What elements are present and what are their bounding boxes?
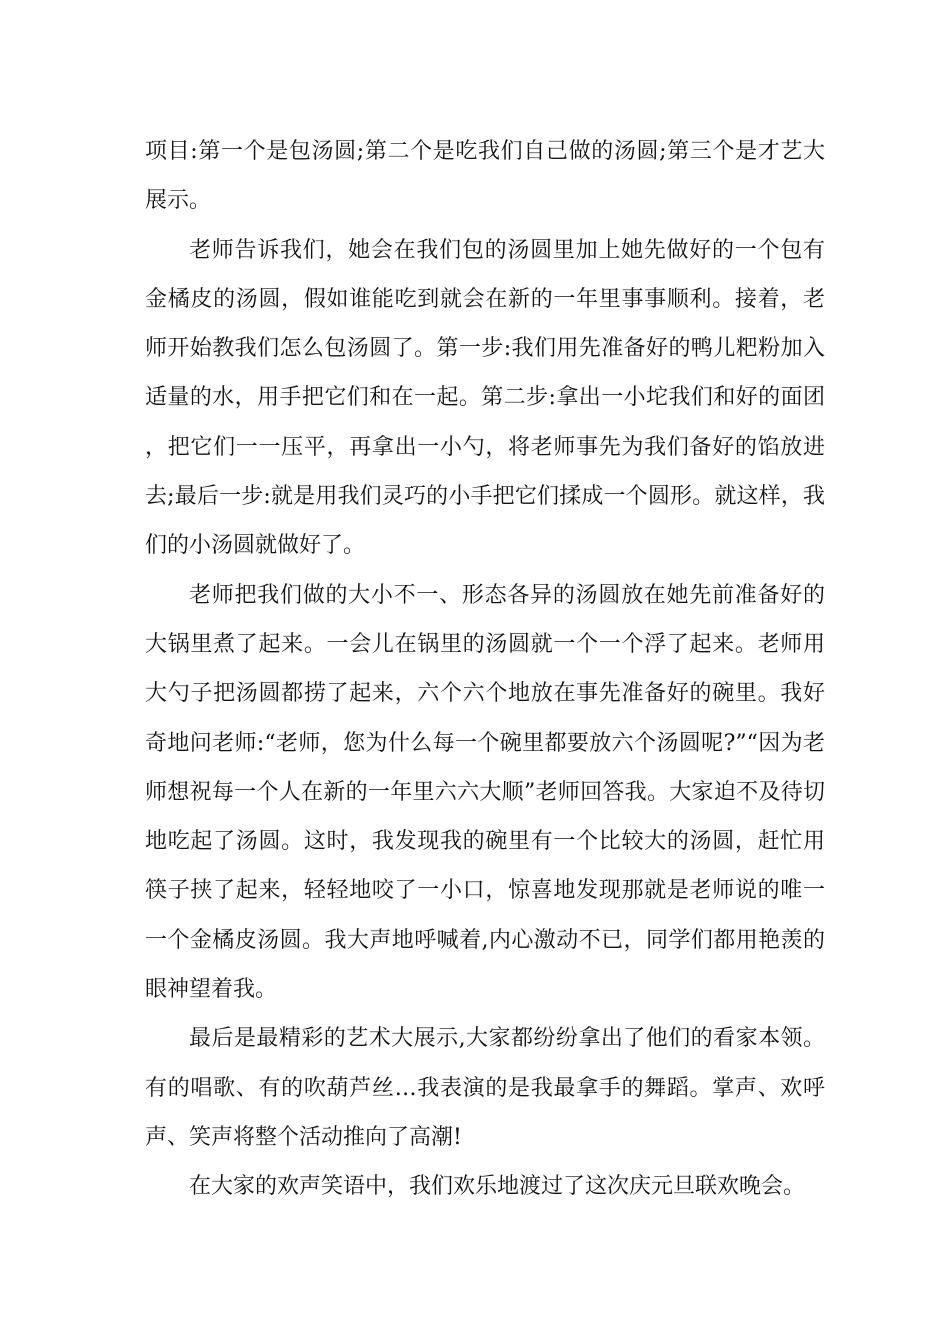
paragraph-4: 最后是最精彩的艺术大展示,大家都纷纷拿出了他们的看家本领。有的唱歌、有的吹葫芦丝…我表演的是我最拿手的舞蹈。掌声、欢呼声、笑声将整个活动推向了高潮! — [145, 1026, 825, 1150]
paragraph-5: 在大家的欢声笑语中，我们欢乐地渡过了这次庆元旦联欢晚会。 — [189, 1174, 806, 1200]
paragraph-3: 老师把我们做的大小不一、形态各异的汤圆放在她先前准备好的大锅里煮了起来。一会儿在锅里的汤圆就一个一个浮了起来。老师用大勺子把汤圆都捞了起来，六个六个地放在事先准备好的碗里。我好奇地问老师:“老师，您为什么每一个碗里都要放六个汤圆呢?”“因为老师想祝每一个人在新的一年里六六大顺”老师回答我。大家迫不及待切地吃起了汤圆。这时，我发现我的碗里有一个比较大的汤圆，赶忙用筷子挟了起来，轻轻地咬了一小口，惊喜地发现那就是老师说的唯一一个金橘皮汤圆。我大声地呼喊着,内心激动不已，同学们都用艳羡的眼神望着我。 — [145, 582, 825, 1003]
paragraph-2: 老师告诉我们，她会在我们包的汤圆里加上她先做好的一个包有金橘皮的汤圆，假如谁能吃到就会在新的一年里事事顺利。接着，老师开始教我们怎么包汤圆了。第一步:我们用先准备好的鸭儿粑粉加入适量的水，用手把它们和在一起。第二步:拿出一小坨我们和好的面团，把它们一一压平，再拿出一小勺，将老师事先为我们备好的馅放进去;最后一步:就是用我们灵巧的小手把它们揉成一个圆形。就这样，我们的小汤圆就做好了。 — [145, 237, 825, 559]
paragraph-1: 项目:第一个是包汤圆;第二个是吃我们自己做的汤圆;第三个是才艺大展示。 — [145, 139, 825, 214]
document-body — [145, 127, 825, 1212]
